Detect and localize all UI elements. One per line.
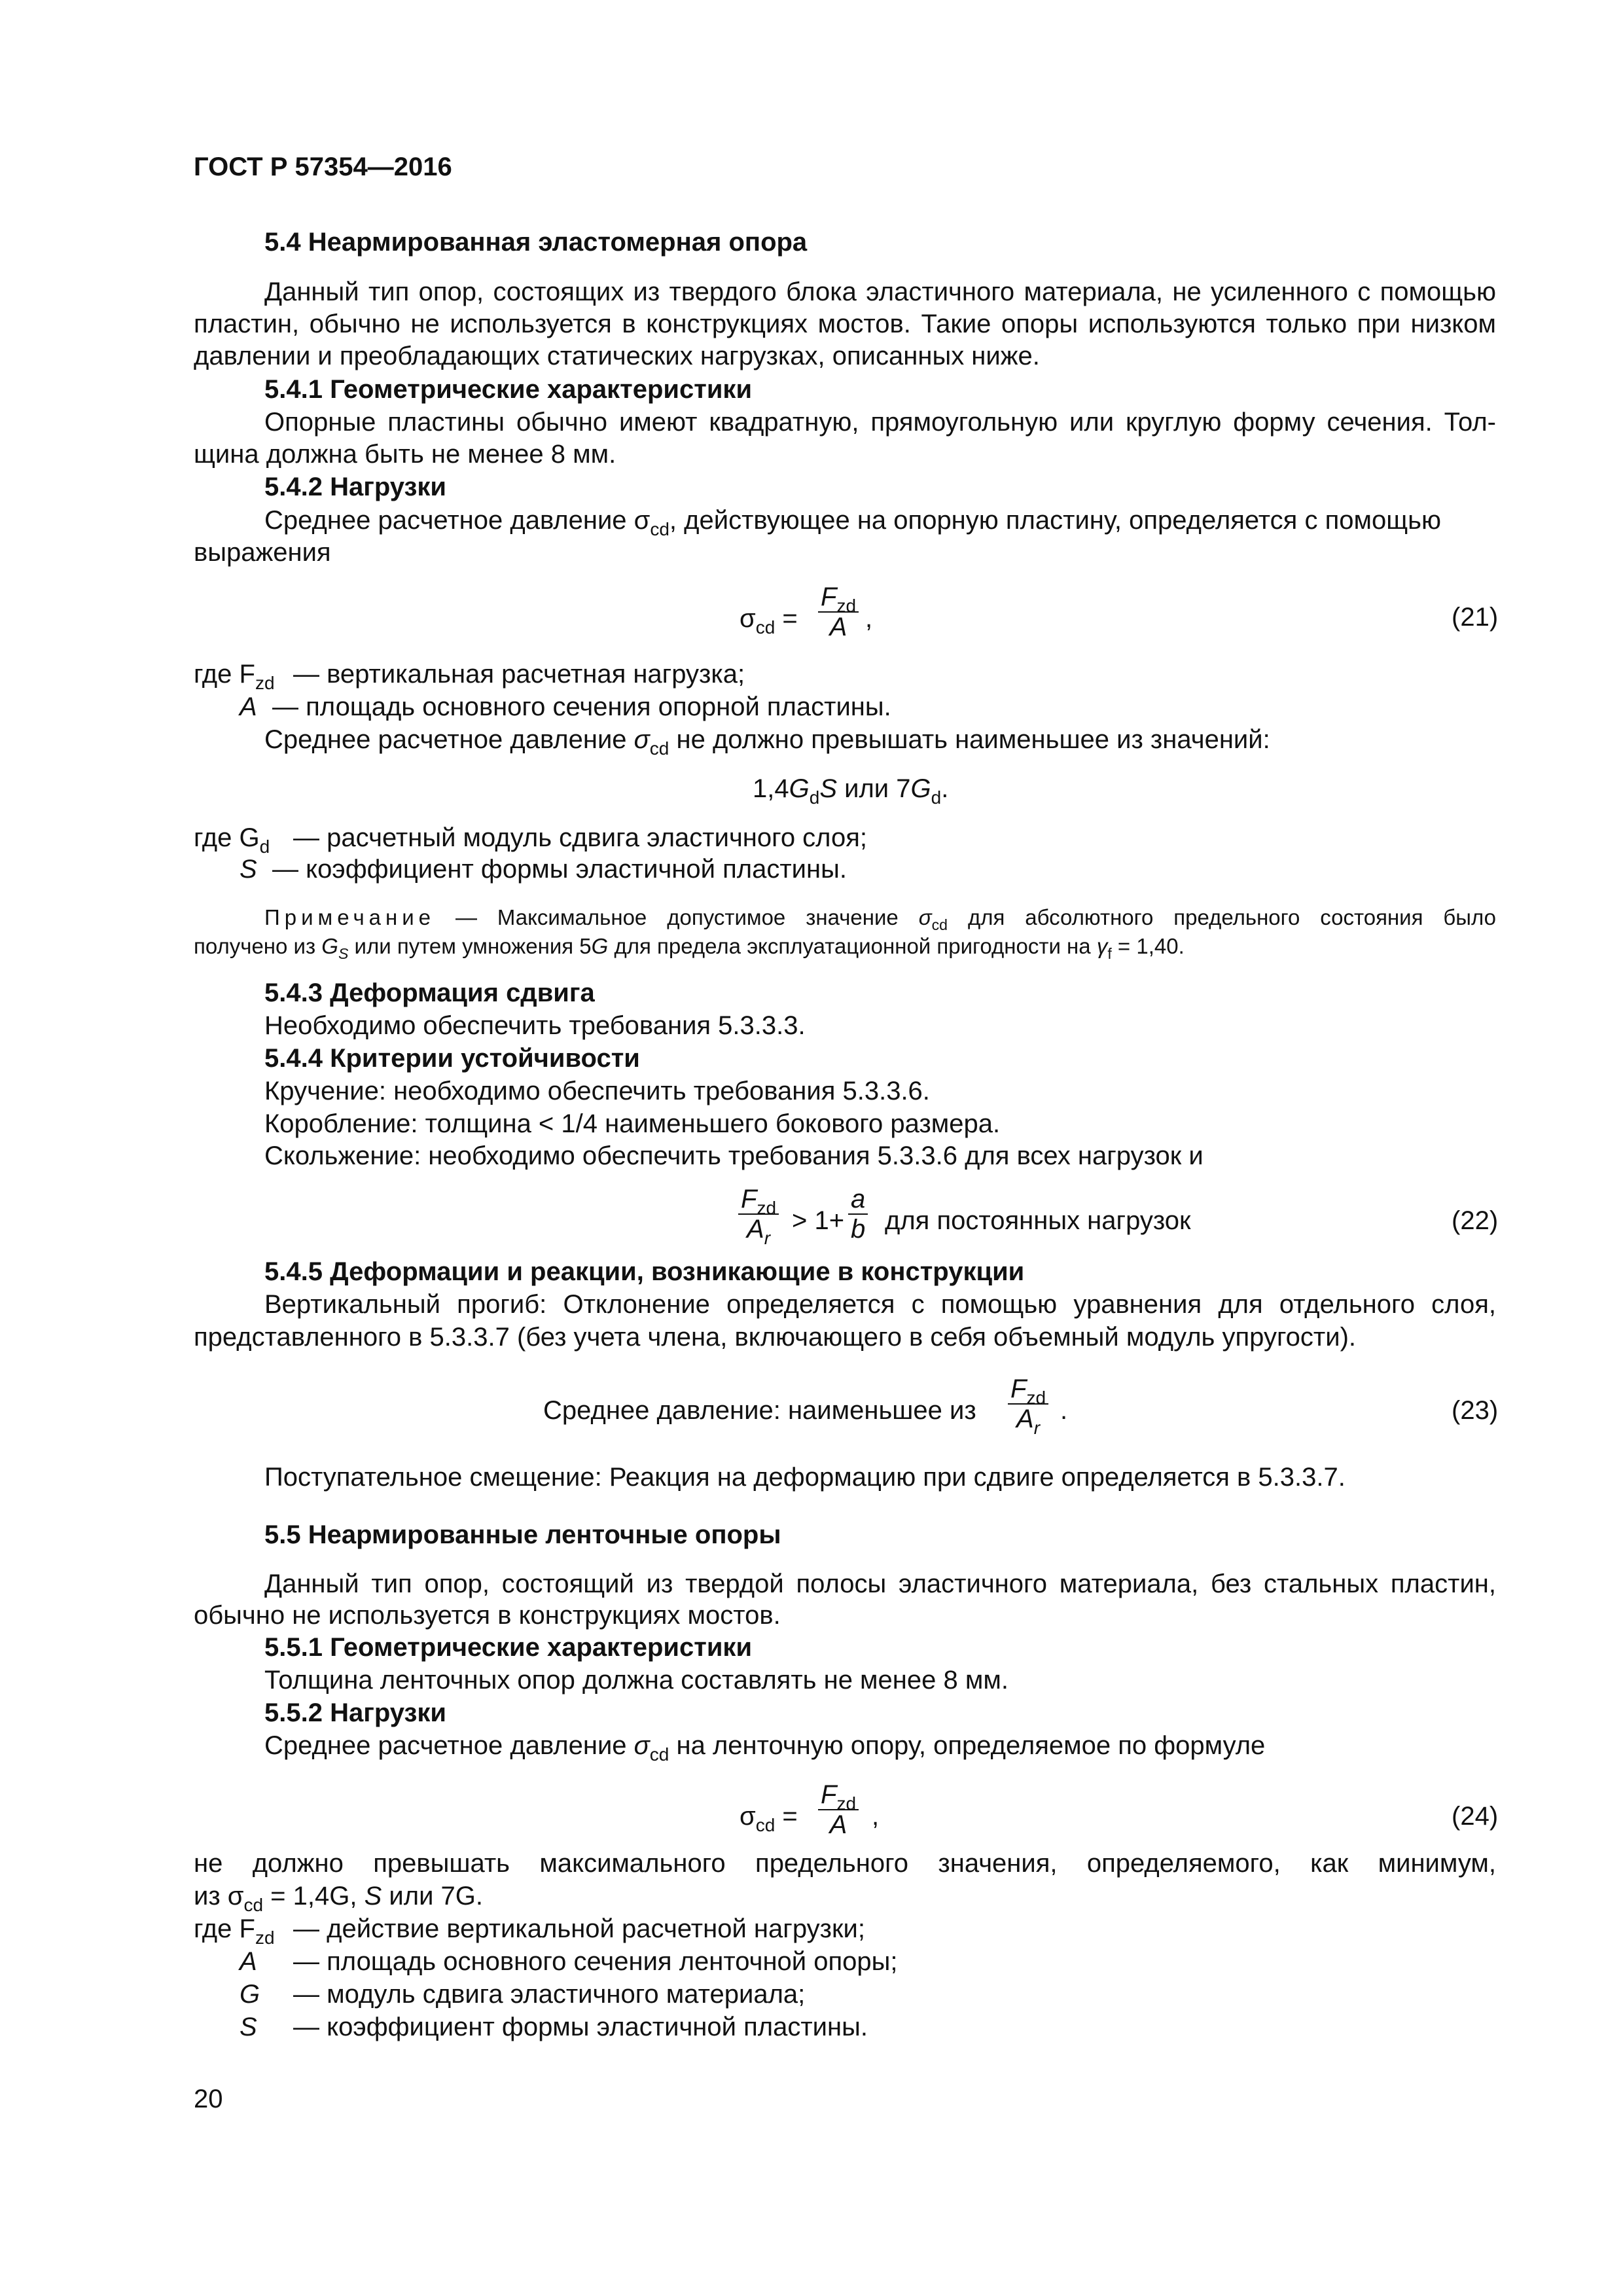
s54-line-1: Данный тип опор, состоящих из твердого блока эластичного материала, не усиленного с помощью	[264, 278, 1496, 306]
section-5-4-4-title: 5.4.4 Критерии устойчивости	[264, 1044, 640, 1073]
where-fzd-symbol: где $F_{zd}$	[194, 660, 275, 693]
s545-line-1: Вертикальный прогиб: Отклонение определяется с помощью уравнения для отдельного слоя,	[264, 1290, 1496, 1319]
s551-line-1: Толщина ленточных опор должна составлять не менее 8 мм.	[264, 1666, 1008, 1695]
w2-g-desc: — модуль сдвига эластичного материала;	[293, 1980, 806, 2009]
eq22-fraction-1: $F_{zd}$ $A_r$	[738, 1185, 779, 1244]
section-5-5-title: 5.5 Неармированные ленточные опоры	[264, 1520, 781, 1549]
s544-line-2: Коробление: толщина < 1/4 наименьшего бокового размера.	[264, 1109, 1001, 1138]
section-5-4-3-title: 5.4.3 Деформация сдвига	[264, 978, 595, 1007]
eq23-fraction: $F_{zd}$ $A_r$	[1008, 1374, 1048, 1433]
where-a-desc: — площадь основного сечения опорной пластины.	[272, 692, 891, 721]
note-line-1: Примечание — Максимальное допустимое значение $\sigma_{cd}$ для абсолютного предельного состояния было	[264, 905, 1497, 934]
w2-fzd-desc: — действие вертикальной расчетной нагрузки;	[293, 1914, 865, 1943]
section-5-5-1-title: 5.5.1 Геометрические характеристики	[264, 1633, 753, 1662]
s542-line-2: выражения	[194, 538, 331, 567]
page-number: 20	[194, 2085, 223, 2113]
section-5-4-2-title: 5.4.2 Нагрузки	[264, 473, 446, 501]
eq22-fraction-2: $\frac{a}{b}$	[848, 1185, 868, 1244]
s541-line-2: щина должна быть не менее 8 мм.	[194, 440, 616, 469]
where-s-symbol: S	[240, 855, 257, 884]
w2-g-symbol: G	[240, 1980, 260, 2009]
eq24-fraction: $F_{zd}$ A	[818, 1780, 859, 1839]
where-s-desc: — коэффициент формы эластичной пластины.	[272, 855, 847, 884]
eq23-period: .	[1060, 1396, 1068, 1425]
note-line-2: получено из $G_S$ или путем умножения 5G для предела эксплуатационной пригодности на $\gamma_f = 1,40$.	[194, 934, 1185, 963]
eq22-number: (22)	[1452, 1206, 1499, 1235]
w2-s-desc: — коэффициент формы эластичной пластины.	[293, 2013, 868, 2041]
section-5-4-5-title: 5.4.5 Деформации и реакции, возникающие в конструкции	[264, 1257, 1025, 1286]
s545-line-2: представленного в 5.3.3.7 (без учета члена, включающего в себя объемный модуль упругости).	[194, 1323, 1357, 1352]
where-gd-desc: — расчетный модуль сдвига эластичного слоя;	[293, 823, 867, 852]
s541-line-1: Опорные пластины обычно имеют квадратную, прямоугольную или круглую форму сечения. Тол-	[264, 408, 1496, 437]
eq24-comma: ,	[872, 1802, 880, 1831]
eq22-middle: > 1+	[792, 1206, 845, 1235]
section-5-4-1-title: 5.4.1 Геометрические характеристики	[264, 375, 753, 404]
eq24-number: (24)	[1452, 1802, 1499, 1831]
s544-line-1: Кручение: необходимо обеспечить требования 5.3.3.6.	[264, 1077, 930, 1105]
s54-line-2: пластин, обычно не используется в конструкциях мостов. Такие опоры используются только при низком	[194, 310, 1496, 338]
where-fzd-desc: — вертикальная расчетная нагрузка;	[293, 660, 745, 689]
eq21-lhs: $\sigma_{cd}$ =	[740, 604, 798, 637]
eq-mid: $1,4G_dS$ или $7G_d$.	[753, 774, 949, 808]
w2-a-symbol: A	[240, 1947, 257, 1976]
eq24-lhs: $\sigma_{cd}$ =	[740, 1802, 798, 1835]
s545-line-3: Поступательное смещение: Реакция на деформацию при сдвиге определяется в 5.3.3.7.	[264, 1463, 1346, 1492]
s543-line-1: Необходимо обеспечить требования 5.3.3.3.	[264, 1011, 806, 1040]
eq23-text: Среднее давление: наименьшее из	[543, 1396, 976, 1425]
eq21-comma: ,	[865, 604, 873, 633]
w2-s-symbol: S	[240, 2013, 257, 2041]
section-5-5-2-title: 5.5.2 Нагрузки	[264, 1698, 446, 1727]
eq21-fraction: $F_{zd}$ A	[818, 583, 859, 641]
s55-line-2: обычно не используется в конструкциях мостов.	[194, 1601, 781, 1630]
where-a-symbol: A	[240, 692, 257, 721]
document-header: ГОСТ Р 57354—2016	[194, 152, 452, 181]
s552-line-1: Среднее расчетное давление $\sigma_{cd}$ на ленточную опору, определяемое по формуле	[264, 1731, 1266, 1765]
s552-line-3: из $\sigma_{cd} = 1,4G$, S или 7G.	[194, 1882, 484, 1915]
w2-fzd-symbol: где $F_{zd}$	[194, 1914, 275, 1948]
eq21-number: (21)	[1452, 603, 1499, 632]
w2-a-desc: — площадь основного сечения ленточной опоры;	[293, 1947, 898, 1976]
where-gd-symbol: где $G_d$	[194, 823, 270, 857]
s542-line-1: Среднее расчетное давление $\sigma_{cd}$, действующее на опорную пластину, определяется с помощью	[264, 506, 1441, 539]
eq23-number: (23)	[1452, 1396, 1499, 1425]
s55-line-1: Данный тип опор, состоящий из твердой полосы эластичного материала, без стальных пластин,	[264, 1570, 1496, 1598]
s544-line-3: Скольжение: необходимо обеспечить требования 5.3.3.6 для всех нагрузок и	[264, 1141, 1204, 1170]
s552-line-2: не должно превышать максимального предельного значения, определяемого, как минимум,	[194, 1849, 1496, 1878]
s542-line-3: Среднее расчетное давление $\sigma_{cd}$ не должно превышать наименьшее из значений:	[264, 725, 1270, 759]
section-5-4-title: 5.4 Неармированная эластомерная опора	[264, 228, 808, 257]
eq22-text: для постоянных нагрузок	[885, 1206, 1191, 1235]
s54-line-3: давлении и преобладающих статических нагрузках, описанных ниже.	[194, 342, 1040, 370]
